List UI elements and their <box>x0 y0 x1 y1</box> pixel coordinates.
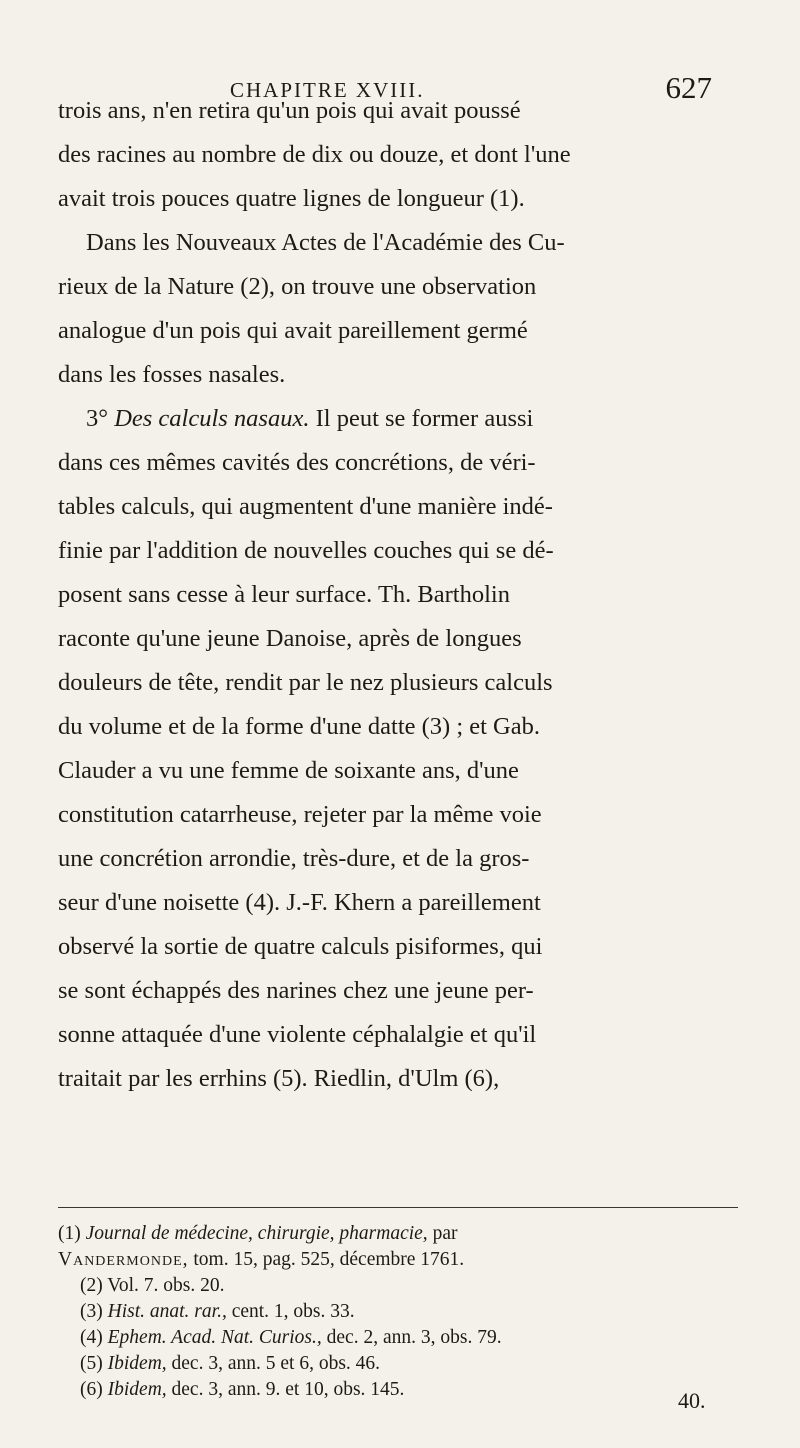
text-line: constitution catarrheuse, rejeter par la même voie <box>58 801 542 828</box>
footnote-text: tom. 15, pag. 525, décembre 1761. <box>188 1249 465 1270</box>
page-number: 627 <box>665 70 712 105</box>
text-line: des racines au nombre de dix ou douze, et dont l'une <box>58 141 571 168</box>
text-line: dans ces mêmes cavités des concrétions, de véri- <box>58 449 536 476</box>
footnote-text: dec. 2, ann. 3, obs. 79. <box>321 1327 502 1348</box>
text-line: observé la sortie de quatre calculs pisiformes, qui <box>58 933 543 960</box>
footnote-source: Ephem. Acad. Nat. Curios., <box>107 1327 322 1348</box>
footnote-3 <box>80 1300 355 1324</box>
catchword: 40. <box>678 1388 706 1413</box>
text-line: Dans les Nouveaux Actes de l'Académie des Cu- <box>86 229 565 256</box>
text-line: avait trois pouces quatre lignes de longueur (1). <box>58 185 525 212</box>
section-text: Il peut se former aussi <box>309 405 534 432</box>
text-line: traitait par les errhins (5). Riedlin, d'Ulm (6), <box>58 1065 500 1092</box>
footnote-author: Vandermonde, <box>58 1249 189 1270</box>
text-line: une concrétion arrondie, très-dure, et de la gros- <box>58 845 530 872</box>
footnote-rule <box>58 1207 738 1208</box>
footnote-source: Hist. anat. rar., <box>107 1301 227 1322</box>
text-line: analogue d'un pois qui avait pareillement germé <box>58 317 528 344</box>
text-line: seur d'une noisette (4). J.-F. Khern a pareillement <box>58 889 541 916</box>
section-number: 3° <box>86 405 115 432</box>
footnote-2: (2) Vol. 7. obs. 20. <box>80 1275 225 1296</box>
text-line: rieux de la Nature (2), on trouve une observation <box>58 273 537 300</box>
footnote-text: dec. 3, ann. 5 et 6, obs. 46. <box>166 1353 381 1374</box>
running-title: CHAPITRE XVIII. <box>230 78 425 102</box>
footnote-source: Journal de médecine, chirurgie, pharmacie, <box>85 1223 428 1244</box>
footnote-1 <box>58 1222 457 1246</box>
footnote-5 <box>80 1352 380 1376</box>
footnote-source: Ibidem, <box>107 1379 167 1400</box>
text-line: Clauder a vu une femme de soixante ans, d'une <box>58 757 519 784</box>
section-heading-line <box>86 404 533 434</box>
footnote-source: Ibidem, <box>107 1353 167 1374</box>
text-line: raconte qu'une jeune Danoise, après de longues <box>58 625 522 652</box>
text-line: posent sans cesse à leur surface. Th. Bartholin <box>58 581 510 608</box>
text-line: douleurs de tête, rendit par le nez plusieurs calculs <box>58 669 553 696</box>
text-line: sonne attaquée d'une violente céphalalgie et qu'il <box>58 1021 537 1048</box>
footnote-mark: (4) <box>80 1327 108 1348</box>
footnote-mark: (6) <box>80 1379 108 1400</box>
footnote-1-continued <box>58 1248 464 1272</box>
footnote-6 <box>80 1378 404 1402</box>
text-line: trois ans, n'en retira qu'un pois qui avait poussé <box>58 97 521 124</box>
text-line: tables calculs, qui augmentent d'une manière indé- <box>58 493 553 520</box>
footnote-4 <box>80 1326 502 1350</box>
section-title: Des calculs nasaux. <box>114 405 310 432</box>
text-line: dans les fosses nasales. <box>58 361 286 388</box>
footnote-mark: (5) <box>80 1353 108 1374</box>
footnote-mark: (1) <box>58 1223 86 1244</box>
footnote-mark: (3) <box>80 1301 108 1322</box>
text-line: se sont échappés des narines chez une jeune per- <box>58 977 534 1004</box>
footnote-text: dec. 3, ann. 9. et 10, obs. 145. <box>166 1379 405 1400</box>
footnote-text: cent. 1, obs. 33. <box>226 1301 355 1322</box>
text-line: du volume et de la forme d'une datte (3) ; et Gab. <box>58 713 540 740</box>
text-line: finie par l'addition de nouvelles couches qui se dé- <box>58 537 554 564</box>
footnote-text: par <box>427 1223 458 1244</box>
